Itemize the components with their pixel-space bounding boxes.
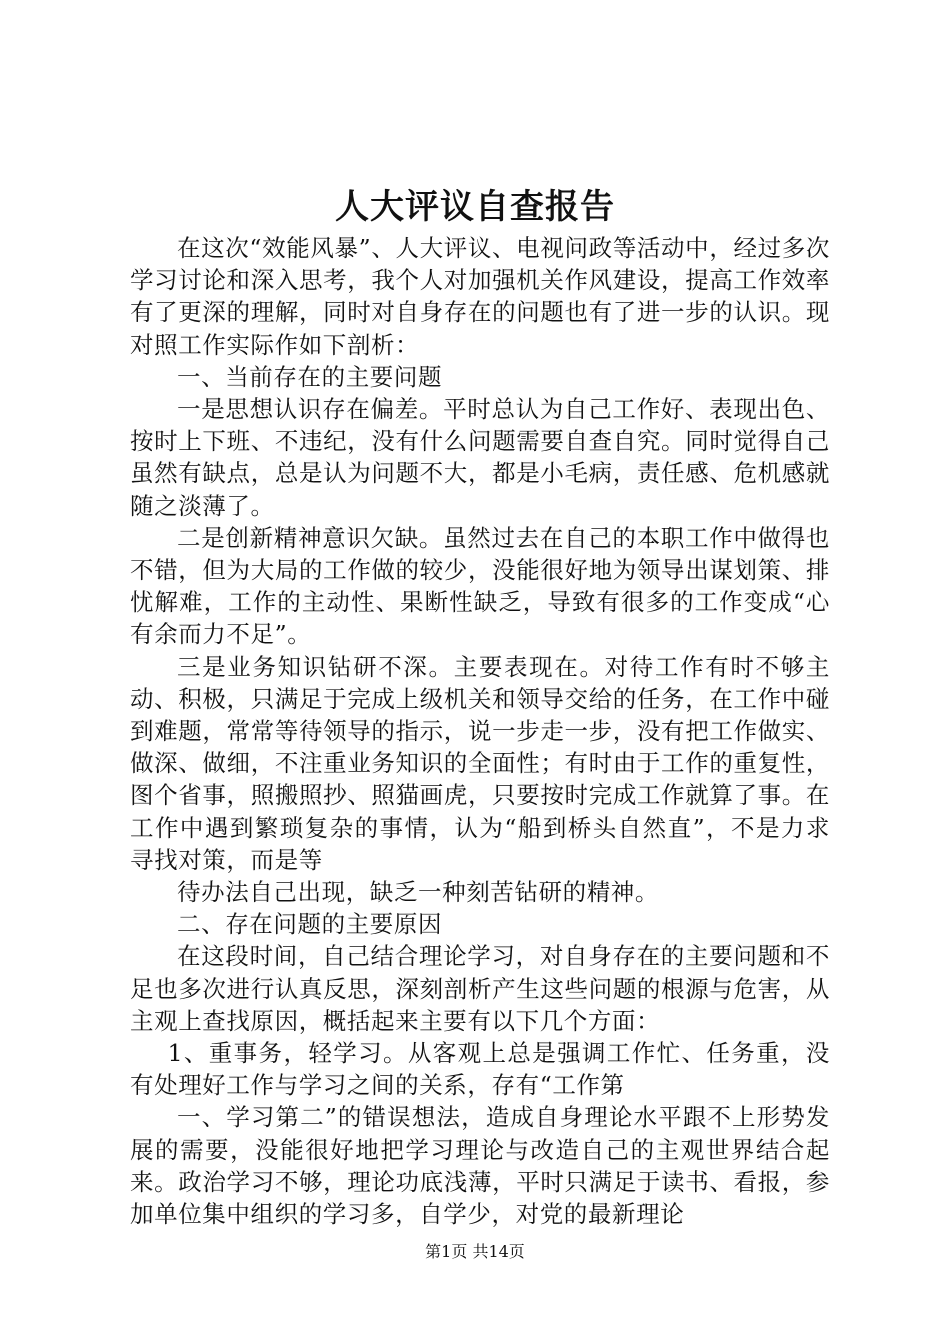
section-heading-1: 一、当前存在的主要问题	[177, 362, 443, 391]
paragraph-problem-3-cont: 待办法自己出现，缺乏一种刻苦钻研的精神。	[177, 878, 659, 907]
section-heading-2: 二、存在问题的主要原因	[177, 910, 443, 939]
paragraph-problem-3: 三是业务知识钻研不深。主要表现在。对待工作有时不够主动、积极，只满足于完成上级机关和领导交给的任务，在工作中碰到难题，常常等待领导的指示，说一步走一步，没有把工作做实、做深、做细，不注重业务知识的全面性；有时由于工作的重复性，图个省事，照搬照抄、照猫画虎，只要按时完成工作就算了事。在工作中遇到繁琐复杂的事情，认为“船到桥头自然直”，不是力求寻找对策，而是等	[130, 652, 830, 874]
paragraph-reason-1: 1、重事务，轻学习。从客观上总是强调工作忙、任务重，没有处理好工作与学习之间的关系，存有“工作第	[130, 1039, 830, 1100]
paragraph-reason-1-cont: 一、学习第二”的错误想法，造成自身理论水平跟不上形势发展的需要，没能很好地把学习理论与改造自己的主观世界结合起来。政治学习不够，理论功底浅薄，平时只满足于读书、看报，参加单位集中组织的学习多，自学少，对党的最新理论	[130, 1103, 830, 1229]
document-body	[130, 232, 830, 1230]
paragraph-problem-1: 一是思想认识存在偏差。平时总认为自己工作好、表现出色、按时上下班、不违纪，没有什么问题需要自查自究。同时觉得自己虽然有缺点，总是认为问题不大，都是小毛病，责任感、危机感就随之淡薄了。	[130, 395, 830, 520]
document-title: 人大评议自查报告	[335, 187, 615, 227]
paragraph-problem-2: 二是创新精神意识欠缺。虽然过去在自己的本职工作中做得也不错，但为大局的工作做的较少，没能很好地为领导出谋划策、排忧解难，工作的主动性、果断性缺乏，导致有很多的工作变成“心有余而力不足”。	[130, 523, 830, 649]
page-footer: 第1页 共14页	[425, 1242, 525, 1261]
paragraph-reasons-intro: 在这段时间，自己结合理论学习，对自身存在的主要问题和不足也多次进行认真反思，深刻剖析产生这些问题的根源与危害，从主观上查找原因，概括起来主要有以下几个方面：	[130, 942, 830, 1035]
paragraph-intro: 在这次“效能风暴”、人大评议、电视问政等活动中，经过多次学习讨论和深入思考，我个人对加强机关作风建设，提高工作效率有了更深的理解，同时对自身存在的问题也有了进一步的认识。现对照工作实际作如下剖析：	[130, 234, 830, 359]
